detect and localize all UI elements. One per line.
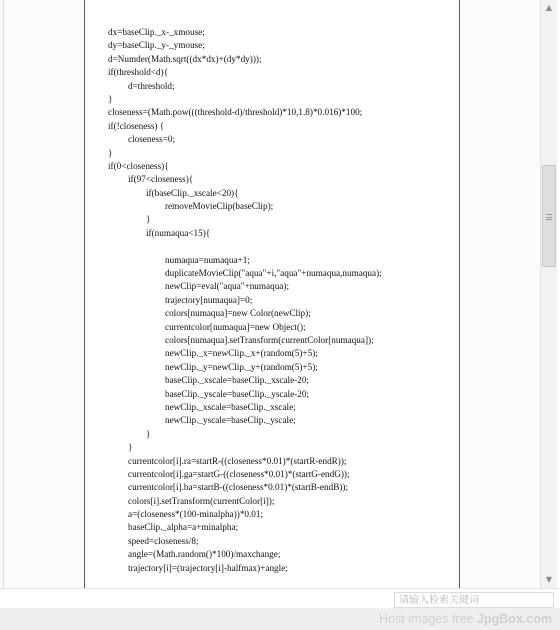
footer-credit[interactable] [379, 612, 552, 626]
code-line [108, 240, 458, 253]
code-line: currentcolor[i].ga=startG-((closeness*0.01)*(startG-endG)); [128, 468, 350, 479]
search-bar [0, 588, 560, 608]
code-line: numaqua=numaqua+1; [165, 254, 250, 265]
code-line: newClip._xscale=baseClip._xscale; [165, 401, 296, 412]
code-line: if(!closeness) { [108, 120, 165, 131]
code-line: if(numaqua<15){ [146, 227, 211, 238]
code-line: } [146, 428, 151, 439]
code-line: currentcolor[numaqua]=new Object(); [165, 321, 306, 332]
code-line: baseClip._yscale=baseClip._yscale-20; [165, 388, 309, 399]
code-line: if(baseClip._xscale<20){ [146, 187, 239, 198]
code-listing [108, 26, 458, 575]
code-line: d=threshold; [128, 80, 175, 91]
code-line: if(threshold<d){ [108, 67, 169, 78]
footer-banner [0, 608, 560, 630]
code-line: if(0<closeness){ [108, 160, 169, 171]
scroll-thumb[interactable] [542, 165, 556, 267]
code-line: d=Numder(Math.sqrt((dx*dx)+(dy*dy))); [108, 53, 262, 64]
code-line: trajectory[i]=(trajectory[i]-halfmax)+angle; [128, 562, 288, 573]
code-line: dx=baseClip._x-_xmouse; [108, 27, 205, 37]
code-line: baseClip._xscale=baseClip._xscale-20; [165, 375, 309, 386]
scroll-down-arrow-icon[interactable]: ▼ [545, 575, 553, 584]
code-line: closeness=0; [128, 134, 176, 145]
code-line: } [128, 442, 133, 453]
code-line: a=(closeness*(100-minalpha))*0.01; [128, 509, 264, 520]
scroll-up-arrow-icon[interactable]: ▲ [545, 3, 553, 12]
code-line: dy=baseClip._y-_ymouse; [108, 40, 205, 51]
code-line: newClip._yscale=baseClip._yscale; [165, 415, 296, 426]
code-line: currentcolor[i].ra=startR-((closeness*0.01)*(startR-endR)); [128, 455, 347, 466]
code-line: duplicateMovieClip("aqua"+i,"aqua"+numaqua,numaqua); [165, 268, 382, 279]
code-line: if(97<closeness){ [128, 174, 194, 185]
code-line: newClip._y=newClip._y+(random(5)+5); [165, 361, 318, 372]
footer-prefix: Host images free [379, 612, 477, 626]
footer-brand: JpgBox.com [476, 612, 552, 626]
code-line: baseClip._alpha=a+minalpha; [128, 522, 239, 533]
code-line: newClip=eval("aqua"+numaqua); [165, 281, 289, 292]
code-line: } [146, 214, 151, 225]
code-line: colors[numaqua].setTransform(currentColor[numaqua]); [165, 334, 374, 345]
code-line: } [108, 147, 113, 158]
code-line: trajectory[numaqua]=0; [165, 294, 253, 305]
grip-icon [546, 214, 552, 220]
code-line: speed=closeness/8; [128, 535, 199, 546]
code-line: colors[i].setTransform(currentColor[i]); [128, 495, 275, 506]
code-line: colors[numaqua]=new Color(newClip); [165, 308, 311, 319]
code-line: newClip._x=newClip._x+(random(5)+5); [165, 348, 318, 359]
code-line: } [108, 93, 113, 104]
code-line: currentcolor[i].ba=startB-((closeness*0.01)*(startB-endB)); [128, 482, 348, 493]
code-line: angle=(Math.random()*100)/maxchange; [128, 549, 281, 560]
code-line: removeMovieClip(baseClip); [165, 201, 274, 212]
viewport-left-border [3, 0, 4, 588]
code-line: closeness=(Math.pow(((threshold-d)/threshold)*10,1.8)*0.016)*100; [108, 107, 363, 118]
vertical-scrollbar[interactable] [540, 0, 557, 588]
search-input[interactable] [394, 592, 554, 608]
